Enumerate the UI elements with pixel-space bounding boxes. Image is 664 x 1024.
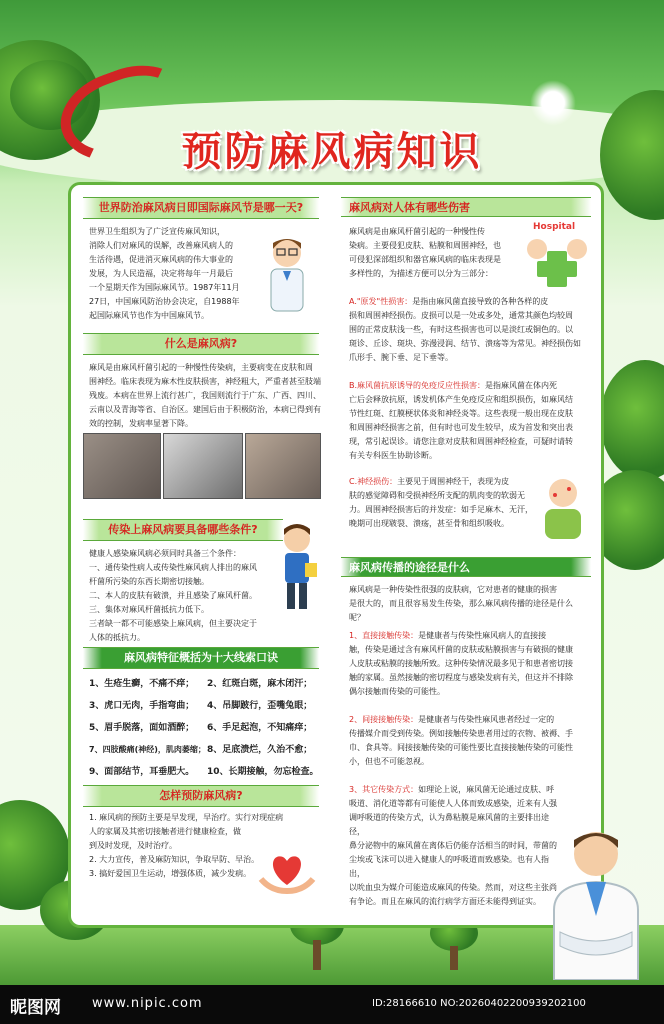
section-body-harm-a xyxy=(349,295,591,365)
section-heading-harm: 麻风病对人体有哪些伤害 xyxy=(341,197,591,217)
clue-item: 10、长期接触，勿忘检查。 xyxy=(207,767,319,777)
section-heading-day: 世界防治麻风病日即国际麻风节是哪一天? xyxy=(83,197,319,219)
footer-url[interactable]: www.nipic.com xyxy=(92,996,203,1011)
footer-brand: 昵图网 xyxy=(10,998,61,1018)
clue-item: 5、眉手脱落，面如酒醉； xyxy=(89,723,195,733)
section-body-prevent: 1. 麻风病的预防主要是早发现，早治疗。实行对现症病 人的家属及其密切接触者进行健康检查，做 到及时发现，及时治疗。 2. 大力宣传，普及麻防知识，争取早防、早治。 3. 搞好爱国卫生运动，增强体质，减少发病。 xyxy=(89,813,284,878)
clue-row xyxy=(89,739,325,761)
spread-1-label: 1、直接接触传染： xyxy=(349,631,419,640)
clue-item: 9、面部结节，耳垂肥大。 xyxy=(89,767,195,777)
male-doctor-icon xyxy=(540,820,650,980)
section-body-day: 世界卫生组织为了广泛宣传麻风知识， 消除人们对麻风的误解，改善麻风病人的 生活待遇，促进消灭麻风病的伟大事业的 发展，为人民造福，决定将每年一月最后 一个星期天作为国际麻风节。1987年11月 27日，中国麻风防治协会决定，自1988年 起国际麻风节也作为中国麻风节。 xyxy=(89,227,240,320)
section-heading-spread: 麻风病传播的途径是什么 xyxy=(341,557,591,577)
section-body-what: 麻风是由麻风杆菌引起的一种慢性传染病，主要病变在皮肤和周 围神经。临床表现为麻木性皮肤损害，神经粗大，严重者甚至肢端 残废。本病在世界上流行甚广，我国则流行于广东、广西、四川、 云南以及青海等省、自治区。建国后由于积极防治，本病已得到有 效的控制，发病率显著下降。 xyxy=(89,363,321,428)
spread-2-text: 是健康者与传染性麻风患者经过一定的 传播媒介而受到传染。例如接触传染患者用过的衣物、被褥、手 巾、食具等。间接接触传染的可能性要比直接接触传染的可能性 小，但也不可能忽视。 xyxy=(349,715,573,766)
section-body-spread-1 xyxy=(349,629,591,699)
content-panel xyxy=(68,182,604,928)
footer-bar xyxy=(0,985,664,1024)
boy-cartoon-icon xyxy=(275,521,321,617)
section-heading-clues: 麻风病特征概括为十大线索口诀 xyxy=(83,647,319,669)
tree-right-side xyxy=(600,360,664,480)
footer-id: ID:28166610 NO:20260402200939202100 xyxy=(372,998,586,1009)
clue-item: 2、红斑白斑，麻木闭汗； xyxy=(207,679,313,689)
clue-item: 8、足底溃烂，久治不愈； xyxy=(207,745,313,755)
tree-trunk xyxy=(450,946,458,970)
section-body-conditions: 健康人感染麻风病必须同时具备三个条件： 一、通传染性病人或传染性麻风病人排出的麻风 杆菌所污染的东西长期密切接触。 二、本人的皮肤有破溃，并且感染了麻风杆菌。 三、集体对麻风杆菌抵抗力低下。 三者缺一都不可能感染上麻风病，但主要决定于 人体的抵抗力。 xyxy=(89,549,257,642)
clues-table xyxy=(89,673,325,783)
clue-item: 7、四肢酸痛(神经)，肌肉萎缩； xyxy=(89,745,206,754)
leprosy-photo-2 xyxy=(163,433,243,499)
sick-person-cartoon-icon xyxy=(533,475,593,541)
section-body-harm-c xyxy=(349,475,537,531)
section-body-spread-2 xyxy=(349,713,591,769)
harm-b-text: 是指麻风菌在体内死 亡后会释放抗原，诱发机体产生免疫反应和组织损伤，如麻风结 节性红斑、红膜梗状体炎和神经炎等。这些表现一般出现在皮肤 和周围神经损害之前，但有时也可发生较早，成为首发和突出表 现，常引起误诊。请您注意对皮肤和周围神经检查，可疑时请转 有关专科医生协助诊断。 xyxy=(349,381,573,460)
spread-3-label: 3、其它传染方式： xyxy=(349,785,419,794)
harm-a-text: 是指由麻风菌直接导致的各种各样的皮 损和周围神经损伤。皮损可以是一处或多处，通常其颜色均较周 围的正常皮肤浅一些，有时这些损害也可以是淡红或铜色的。以 斑诊、丘诊、斑块、弥漫浸润、结节、溃疡等为常见。神经损伤如 爪形手、腕下垂、足下垂等。 xyxy=(349,297,581,362)
clue-row xyxy=(89,673,325,695)
harm-b-label: B.麻风菌抗原诱导的免疫反应性损害： xyxy=(349,381,486,390)
section-body-harm-intro: 麻风病是由麻风杆菌引起的一种慢性传 染病。主要侵犯皮肤、粘膜和周围神经，也 可侵犯深部组织和器官麻风病的临床表现是 多样性的，为描述方便可以分为三部分： xyxy=(349,227,501,278)
clue-item: 1、生疮生癣，不痛不痒； xyxy=(89,679,195,689)
section-body-spread-3 xyxy=(349,783,557,909)
section-body-harm-b xyxy=(349,379,591,463)
hospital-nurse-cartoon-icon xyxy=(519,219,595,295)
hearts-in-hands-icon xyxy=(257,835,317,895)
clue-row xyxy=(89,717,325,739)
poster-title: 预防麻风病知识 xyxy=(181,129,483,175)
hospital-label: Hospital xyxy=(533,222,576,232)
section-body-spread-intro: 麻风病是一种传染性很强的皮肤病，它对患者的健康的损害 是很大的，而且很容易发生传染，那么麻风病传播的途径是什么 呢？ xyxy=(349,585,573,622)
clue-item: 3、虎口无肉，手指弯曲； xyxy=(89,701,195,711)
leprosy-photo-3 xyxy=(245,433,321,499)
tree-trunk xyxy=(313,940,321,970)
clue-item: 6、手足起泡，不知痛痒； xyxy=(207,723,313,733)
section-heading-prevent: 怎样预防麻风病? xyxy=(83,785,319,807)
harm-c-text: 主要见于周围神经干，表现为皮 肤的感觉障碍和受损神经所支配的肌肉变的软弱无 力。周围神经损害后的并发症：如手足麻木、无汗， 晚期可出现皲裂、溃疡，甚至骨和组织吸收。 xyxy=(349,477,533,528)
clue-item: 4、吊脚跛行，歪嘴兔眼； xyxy=(207,701,313,711)
spread-2-label: 2、间接接触传染： xyxy=(349,715,419,724)
harm-c-label: C.神经损伤： xyxy=(349,477,398,486)
spread-3-text: 如理论上说，麻风菌无论通过皮肤、呼 吸道、消化道等都有可能使人人体而致成感染，近来有人强 调呼吸道的传染方式，认为鼻粘膜是麻风菌的主要排出途径， 鼻分泌物中的麻风菌在离体后仍能存活相当的时间，带菌的 尘埃或飞沫可以进入健康人的呼吸道而致感染。也有人指出， 以吮血虫为媒介可能造成麻风的传染。然而，对这些主张尚 有争论。而且在麻风的流行病学方面还未能得到证实。 xyxy=(349,785,557,906)
clue-row xyxy=(89,761,325,783)
harm-a-label: A."原发"性损害： xyxy=(349,297,413,306)
spread-1-text: 是健康者与传染性麻风病人的直接接 触，传染是通过含有麻风杆菌的皮肤或粘膜损害与有破损的健康 人皮肤或粘膜的接触所致。这种传染情况最多见于和患者密切接 触的家属。虽然接触的密切程度与感染发病有关，但这并不排除 偶尔接触而传染的可能性。 xyxy=(349,631,573,696)
clue-row xyxy=(89,695,325,717)
section-heading-what: 什么是麻风病? xyxy=(83,333,319,355)
section-heading-conditions: 传染上麻风病要具备哪些条件? xyxy=(83,519,283,541)
leprosy-photo-1 xyxy=(83,433,161,499)
doctor-cartoon-icon xyxy=(259,233,315,317)
